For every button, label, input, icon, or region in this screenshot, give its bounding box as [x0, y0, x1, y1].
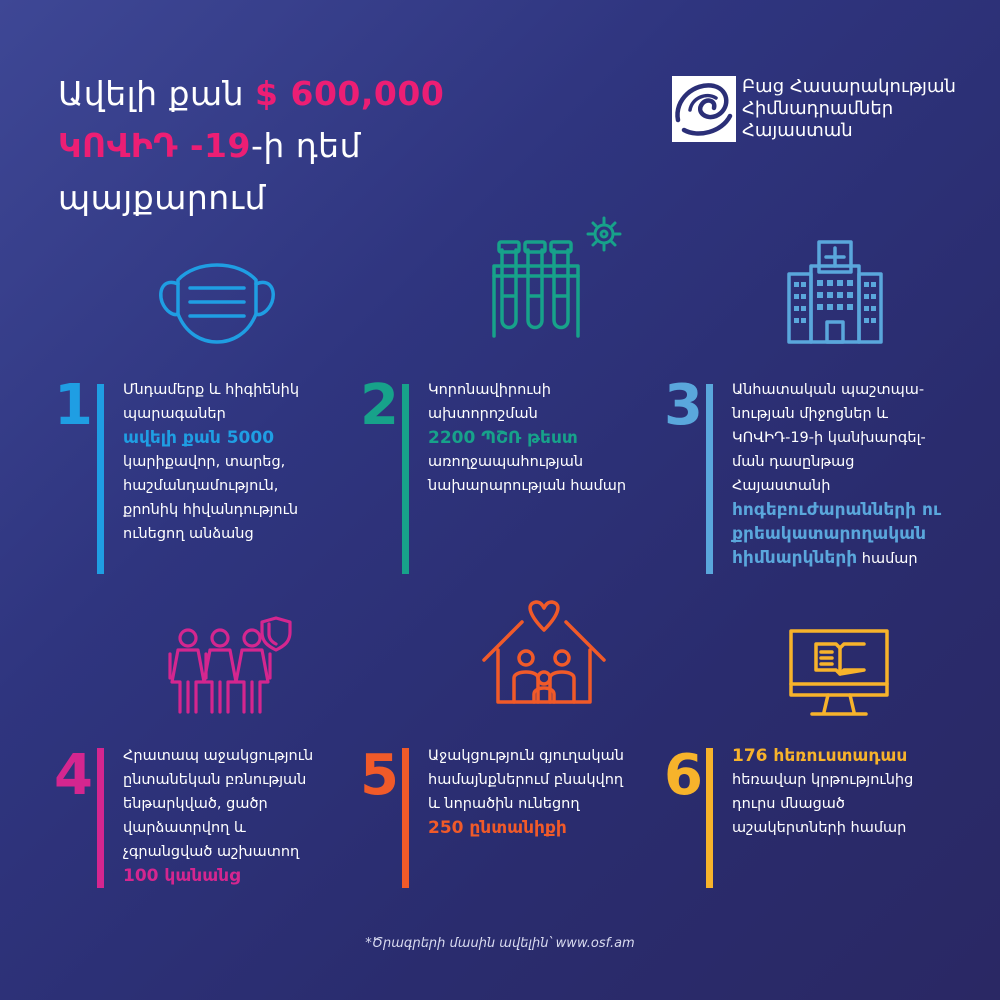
- item-3-bar: [706, 384, 713, 574]
- item-5-text: Աջակցություն գյուղական համայնքներում բնակվող և նորածին ունեցող 250 ընտանիքի: [428, 748, 624, 838]
- headline-line-3: պայքարում: [58, 178, 266, 217]
- headline-amount: $ 600,000: [255, 74, 445, 113]
- item-6-text: 176 հեռուստադաս հեռավար կրթությունից դուրս մնացած աշակերտների համար: [732, 746, 914, 836]
- osf-logo-text: Բաց Հասարակության Հիմնադրամներ Հայաստան: [742, 76, 956, 141]
- item-3-highlight-3: հիմնարկների: [732, 548, 858, 568]
- headline-line-2: ԿՈՎԻԴ -19-ի դեմ: [58, 126, 361, 165]
- item-6-bar: [706, 748, 713, 888]
- osf-logo: [672, 76, 972, 146]
- item-1-text: Մնդամերք և հիգիենիկ պարագաներ ավելի քան 5000 կարիքավոր, տարեց, հաշմանդամություն, քրոնիկ հիվանդություն ունեցող անձանց: [123, 382, 300, 542]
- item-3-highlight-1: հոգեբուժարանների ու: [732, 500, 942, 520]
- item-2-bar: [402, 384, 409, 574]
- item-3-highlight-2: քրեակատարողական: [732, 524, 927, 544]
- face-mask-icon: [156, 254, 278, 346]
- item-5-number: 5: [360, 743, 399, 808]
- headline-covid: ԿՈՎԻԴ -19: [58, 126, 251, 165]
- footer-note: *Ծրագրերի մասին ավելին՝ www.osf.am: [365, 936, 635, 951]
- item-2-highlight: 2200 ՊՇՌ թեստ: [428, 428, 578, 448]
- item-4-text: Հրատապ աջակցություն ընտանեկան բռնության ենթարկված, ցածր վարձատրվող և չգրանցված աշխատող 100 կանանց: [123, 748, 314, 886]
- item-2-number: 2: [360, 373, 399, 438]
- headline-line-1: Ավելի քան $ 600,000: [58, 74, 445, 113]
- test-tubes-virus-icon: [484, 212, 624, 342]
- headline: [58, 68, 444, 224]
- item-1-highlight: ավելի քան 5000: [123, 428, 275, 448]
- item-2-text: Կորոնավիրուսի ախտորոշման 2200 ՊՇՌ թեստ առողջապահության նախարարության համար: [428, 382, 627, 494]
- item-3-number: 3: [664, 373, 703, 438]
- item-6-number: 6: [664, 743, 703, 808]
- item-3-text: Անհատական պաշտպա- նության միջոցներ և ԿՈՎԻԴ-19-ի կանխարգել- ման դասընթաց Հայաստանի հոգեբուժարանների ու քրեակատարողական հիմնարկների համար: [732, 382, 942, 568]
- women-shield-icon: [166, 614, 298, 718]
- home-family-heart-icon: [480, 600, 608, 706]
- item-1-number: 1: [54, 373, 93, 438]
- monitor-book-icon: [788, 628, 890, 718]
- item-4-highlight: 100 կանանց: [123, 866, 241, 886]
- item-4-bar: [97, 748, 104, 888]
- item-5-highlight: 250 ընտանիքի: [428, 818, 567, 838]
- hospital-icon: [785, 238, 885, 346]
- item-1-bar: [97, 384, 104, 574]
- item-6-highlight: 176 հեռուստադաս: [732, 746, 908, 766]
- item-5-bar: [402, 748, 409, 888]
- osf-logo-mark: [672, 76, 736, 142]
- item-4-number: 4: [54, 743, 93, 808]
